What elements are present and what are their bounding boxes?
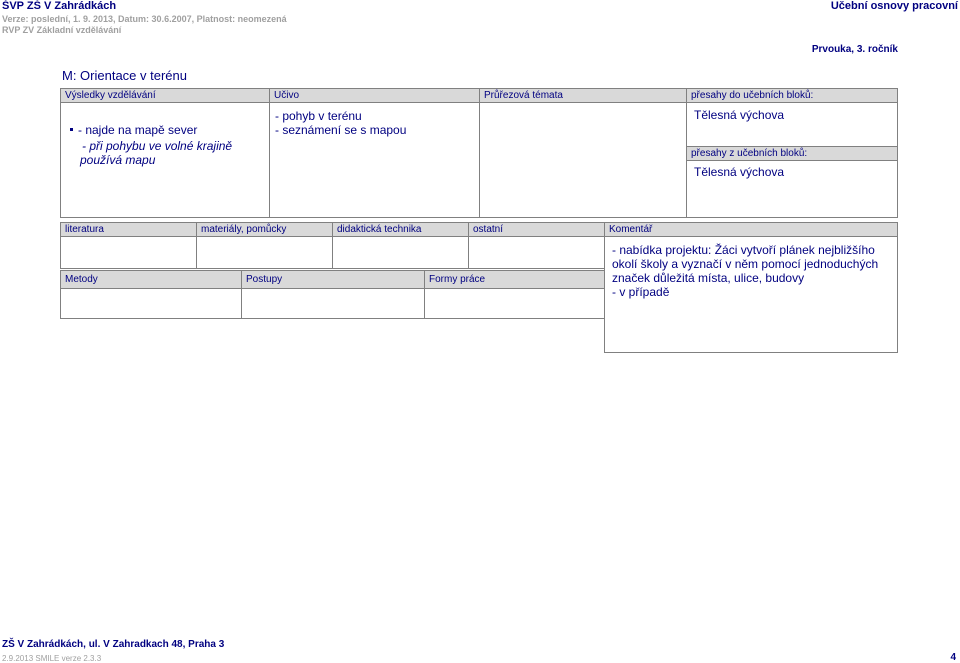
subject-grade: Prvouka, 3. ročník (811, 44, 898, 55)
header-curriculum: Učivo (269, 88, 480, 103)
materials-cell (196, 236, 333, 269)
header-didactic: didaktická technika (332, 222, 469, 237)
header-comment: Komentář (604, 222, 898, 237)
comment-line: - nabídka projektu: Žáci vytvoří plánek nejbližšího (612, 243, 875, 257)
curriculum-line: - seznámení se s mapou (275, 123, 407, 137)
forms-cell (424, 288, 605, 319)
overlap-from-subject: Tělesná výchova (694, 165, 785, 179)
document-type: Učební osnovy pracovní (830, 0, 958, 12)
rvp-line: RVP ZV Základní vzdělávání (2, 25, 122, 35)
methods-cell (60, 288, 242, 319)
outcome-line: - při pohybu ve volné krajině (82, 139, 233, 153)
other-cell (468, 236, 605, 269)
header-other: ostatní (468, 222, 605, 237)
header-outcomes: Výsledky vzdělávání (60, 88, 270, 103)
header-methods: Metody (60, 270, 242, 289)
comment-line: značek důležitá místa, ulice, budovy (612, 271, 805, 285)
header-literature: literatura (60, 222, 197, 237)
procedures-cell (241, 288, 425, 319)
header-forms: Formy práce (424, 270, 605, 289)
header-procedures: Postupy (241, 270, 425, 289)
section-title: M: Orientace v terénu (62, 68, 187, 83)
comment-line: okolí školy a vyznačí v něm pomocí jednoduchých (612, 257, 879, 271)
version-line: Verze: poslední, 1. 9. 2013, Datum: 30.6.2007, Platnost: neomezená (2, 14, 287, 24)
curriculum-line: - pohyb v terénu (275, 109, 362, 123)
header-materials: materiály, pomůcky (196, 222, 333, 237)
column-divider (479, 102, 480, 218)
bullet-icon (70, 128, 73, 131)
column-divider (269, 102, 270, 218)
footer-version: 2.9.2013 SMILE verze 2.3.3 (2, 654, 102, 663)
outcome-line: používá mapu (80, 153, 156, 167)
literature-cell (60, 236, 197, 269)
outcome-line: - najde na mapě sever (78, 123, 198, 137)
footer-address: ZŠ V Zahrádkách, ul. V Zahradkach 48, Praha 3 (2, 639, 225, 650)
overlap-to-subject: Tělesná výchova (694, 108, 785, 122)
header-cross-topics: Průřezová témata (479, 88, 687, 103)
school-program-title: ŠVP ZŠ V Zahrádkách (2, 0, 117, 12)
comment-line: - v případě (612, 285, 670, 299)
page-number: 4 (950, 652, 956, 663)
didactic-cell (332, 236, 469, 269)
header-overlaps-from: přesahy z učebních bloků: (686, 146, 898, 161)
header-overlaps-to: přesahy do učebních bloků: (686, 88, 898, 103)
